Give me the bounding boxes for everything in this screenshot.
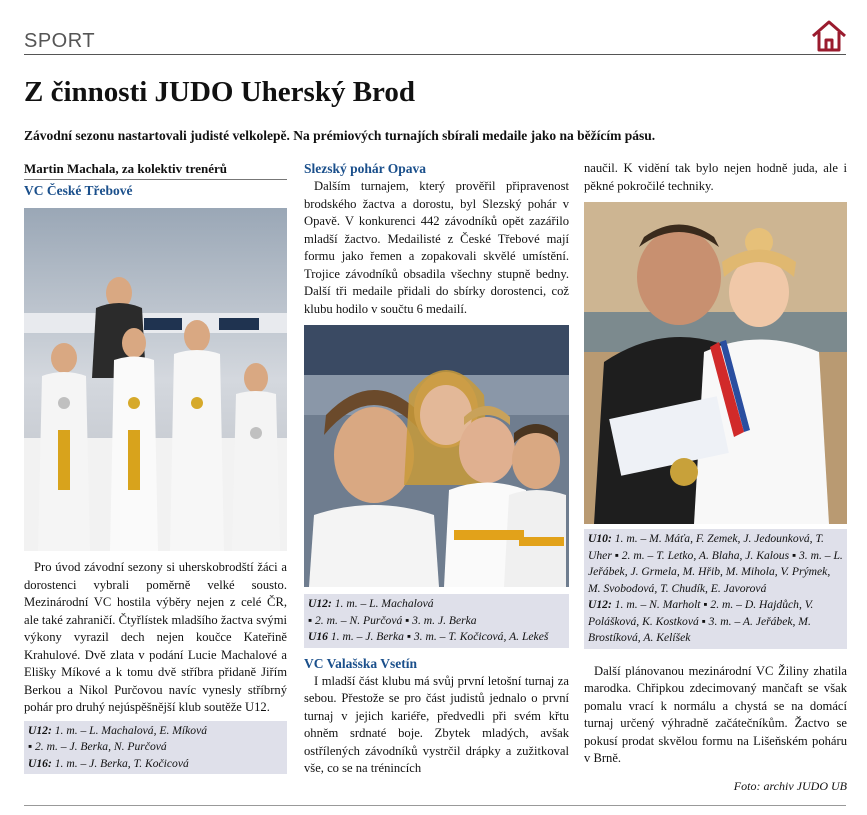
body-text-1: Pro úvod závodní sezony si uherskobrodští žáci a dorostenci vybrali poměrně velké sousto. Mezinárodní VC hostila výběry nejen z celé ČR, ale také zahraničí. Čtyřlístek mladšího žactva svými výkony vyrazil dech nejen koučce Kateřině Krahulové. Dvě zlata v podání Lucie Machalové a Elišky Míkové a k tomu dvě stříbra přidaně Jiřím Berkou a Nikol Purčovou navíc vynesly stříbrný pohár pro druhý nejúspěšnější klub soutěže U12. — [24, 560, 287, 714]
body-text-3: I mladší část klubu má svůj první letošní turnaj za sebou. Přestože se pro část judistů jednalo o první turnaj v jejich kariéře, předvedli při svém křtu ohněm srdnaté boje. Zbytek mladých, avšak ostřílených závodníků vystrčil drápky a zužitkoval vše, co se na trénincích — [304, 673, 569, 775]
results-vc-ceske-trebove — [24, 721, 287, 775]
result-line: U12: 1. m. – L. Machalová — [308, 597, 434, 610]
column-2 — [304, 160, 569, 778]
body-text-continued: naučil. K vidění tak bylo nejen hodně juda, ale i pěkné pokročilé techniky. — [584, 161, 847, 193]
heading-slezsky-pohar: Slezský pohár Opava — [304, 161, 427, 176]
section-label: SPORT — [24, 30, 96, 52]
section-rule — [24, 54, 846, 55]
result-line: U16 1. m. – J. Berka ▪ 3. m. – T. Kočicová, A. Lekeš — [308, 630, 549, 643]
photo-medal-podium-kids — [24, 208, 287, 551]
result-line: U12: 1. m. – N. Marholt ▪ 2. m. – D. Hajdůch, V. Polášková, K. Kostková ▪ 3. m. – A. Jeřábek, M. Brostíková, A. Kelíšek — [588, 598, 814, 644]
result-line: U16: 1. m. – J. Berka, T. Kočicová — [28, 756, 189, 770]
body-text-2: Dalším turnajem, který prověřil připravenost brodského žactva a dorostu, byl Slezský pohár v Opavě. V konkurenci 442 závodníků opět zazářilo mladší žactvo. Medailisté z České Třebové mají formu jako řemen a zopakovali skvělé umístění. Trojice závodníků obsadila všechny stupně bedny. Další tři medaile přidali do sbírky dorostenci, což klubu hodilo v součtu 6 medailí. — [304, 179, 569, 316]
house-outline-icon — [809, 16, 849, 54]
results-vc-valasska — [584, 529, 847, 649]
bottom-rule — [24, 805, 846, 806]
photo-coach-girl-diploma — [584, 202, 847, 524]
heading-vc-ceske-trebove: VC České Třebové — [24, 183, 133, 198]
column-1 — [24, 160, 287, 774]
heading-vc-valasska: VC Valašska Vsetín — [304, 655, 418, 671]
photo-credit: Foto: archiv JUDO UB — [733, 778, 847, 793]
result-line: U10: 1. m. – M. Máťa, F. Zemek, J. Jedounková, T. Uher ▪ 2. m. – T. Letko, A. Blaha, J. Kalous ▪ 3. m. – L. Jeřábek, J. Grmela, M. Hřib, M. Mihola, V. Prýmek, M. Svobodová, T. Chudík, E. Javorová — [588, 532, 843, 595]
column-3 — [584, 160, 847, 795]
article-lead: Závodní sezonu nastartovali judisté velkolepě. Na prémiových turnajích sbírali medaile jako na běžícím pásu. — [24, 128, 656, 143]
result-line: ▪ 2. m. – N. Purčová ▪ 3. m. J. Berka — [308, 613, 477, 627]
results-slezsky-pohar — [304, 594, 569, 648]
result-line: ▪ 2. m. – J. Berka, N. Purčová — [28, 740, 167, 753]
byline-rule — [24, 179, 287, 180]
body-text-4: Další plánovanou mezinárodní VC Žiliny zhatila marodka. Chřipkou zdecimovaný mančaft se však pomalu vrací k normálu a chystá se na domácí turnaj určený výhradně začátečníkům. Žactvo se pokusí prodat skvělou formu na Lišeňském poháru v Brně. — [584, 663, 847, 765]
photo-selfie-coach-kids — [304, 325, 569, 587]
article-title: Z činnosti JUDO Uherský Brod — [24, 76, 416, 108]
result-line: U12: 1. m. – L. Machalová, E. Míková — [28, 723, 208, 737]
byline: Martin Machala, za kolektiv trenérů — [24, 161, 228, 176]
